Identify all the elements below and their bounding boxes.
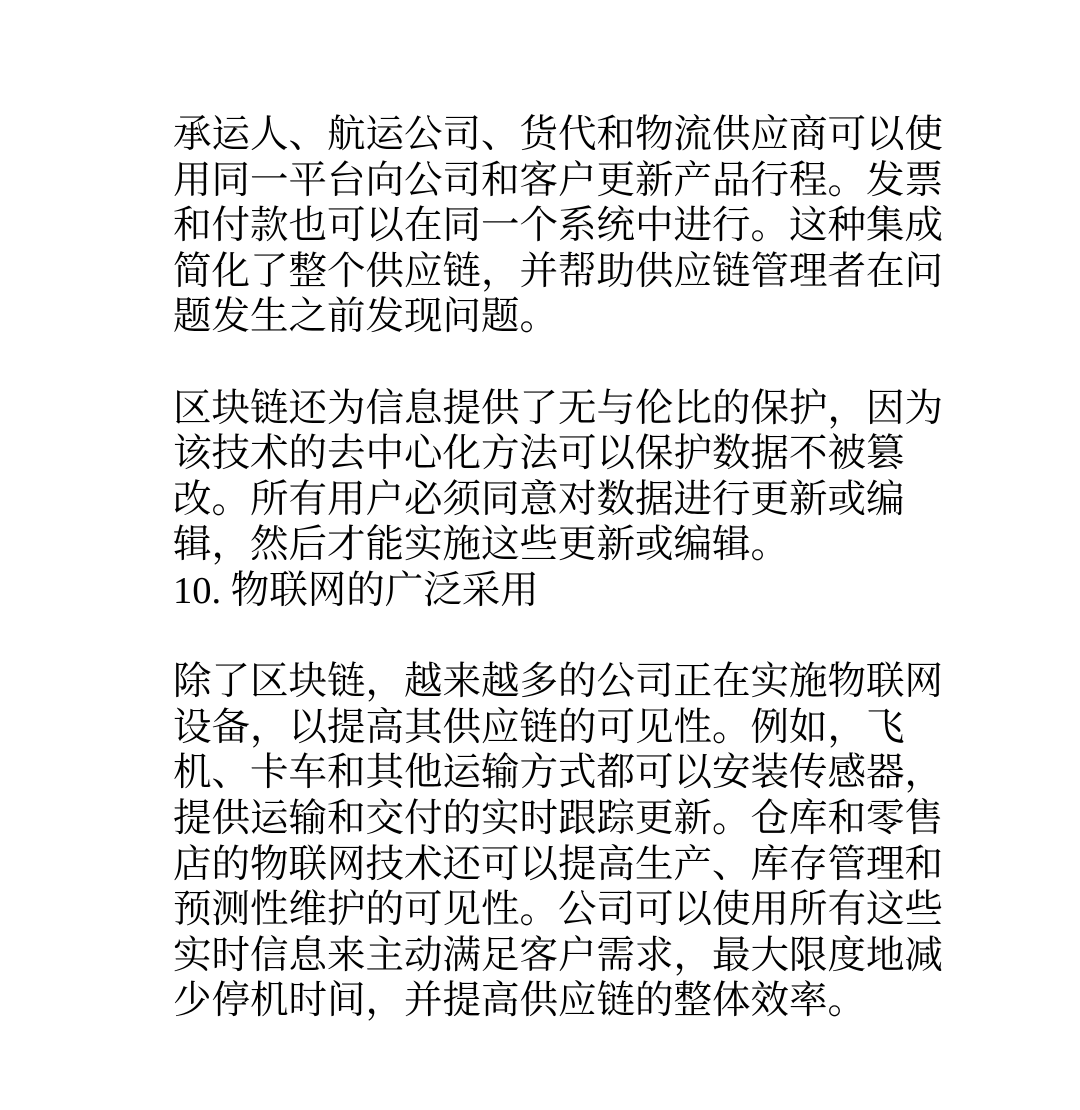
text-line: 题发生之前发现问题。 [173, 296, 559, 339]
document-body [173, 113, 973, 1025]
text-line: 简化了整个供应链，并帮助供应链管理者在问 [173, 250, 944, 293]
text-line: 少停机时间，并提高供应链的整体效率。 [173, 980, 867, 1023]
text-line: 和付款也可以在同一个系统中进行。这种集成 [173, 205, 944, 248]
text-line: 实时信息来主动满足客户需求，最大限度地减 [173, 934, 944, 977]
text-line: 区块链还为信息提供了无与伦比的保护，因为 [173, 387, 944, 430]
text-line: 承运人、航运公司、货代和物流供应商可以使 [173, 114, 944, 156]
section-heading-iot [173, 569, 973, 615]
paragraph-iot-adoption [173, 660, 973, 1025]
text-line: 设备，以提高其供应链的可见性。例如，飞 [173, 706, 905, 749]
paragraph-supply-chain-integration [173, 113, 973, 341]
text-line: 该技术的去中心化方法可以保护数据不被篡 [173, 433, 905, 476]
section-heading: 10. 物联网的广泛采用 [173, 569, 539, 612]
text-line: 除了区块链，越来越多的公司正在实施物联网 [173, 661, 944, 704]
text-line: 提供运输和交付的实时跟踪更新。仓库和零售 [173, 797, 944, 840]
text-line: 改。所有用户必须同意对数据进行更新或编 [173, 478, 905, 521]
text-line: 用同一平台向公司和客户更新产品行程。发票 [173, 159, 944, 202]
text-line: 辑，然后才能实施这些更新或编辑。 [173, 524, 790, 567]
text-line: 预测性维护的可见性。公司可以使用所有这些 [173, 889, 944, 932]
text-line: 店的物联网技术还可以提高生产、库存管理和 [173, 843, 944, 886]
paragraph-blockchain-protection [173, 387, 973, 569]
text-line: 机、卡车和其他运输方式都可以安装传感器， [173, 752, 944, 795]
